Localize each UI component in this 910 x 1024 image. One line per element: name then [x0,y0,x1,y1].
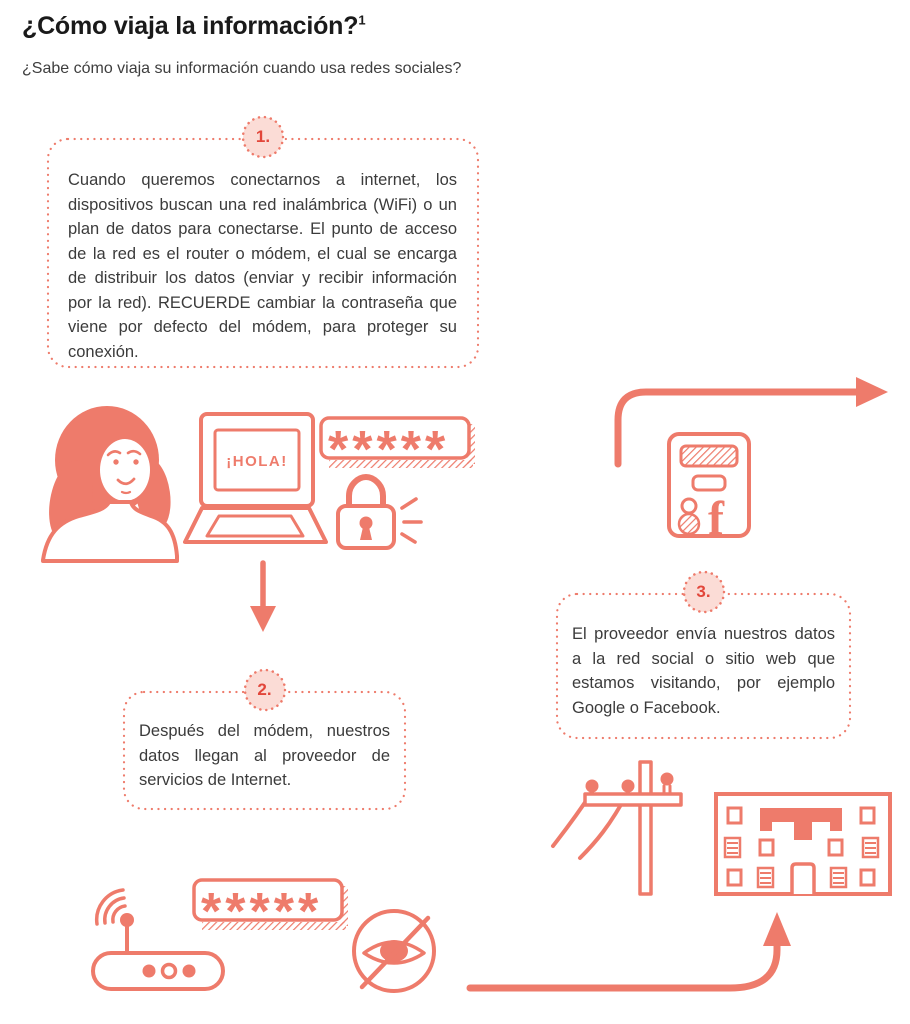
password-asterisks: ***** [201,883,323,934]
eye [133,459,138,464]
emphasis-line [402,534,415,542]
step-number: 3. [696,582,711,601]
hatched-banner [681,446,737,466]
facebook-f-logo: f [708,492,724,542]
password-asterisks: ***** [328,421,450,472]
page-title-text: ¿Cómo viaja la información? [22,12,359,40]
lock-icon [328,468,428,556]
step-number: 2. [257,680,272,699]
step-box-3 [555,582,852,740]
insulator [661,773,674,786]
page-subtitle: ¿Sabe cómo viaja su información cuando usa redes sociales? [22,60,462,77]
page-title [22,12,365,41]
router-led [183,965,196,978]
router-led [143,965,156,978]
step-box-2 [122,680,407,811]
step-badge-3 [681,569,727,615]
eye [113,459,118,464]
step-text-3: El proveedor envía nuestros datos a la red social o sitio web que estamos visitando, por ejemplo Google o Facebook. [572,625,835,717]
step-text-2: Después del módem, nuestros datos llegan al proveedor de servicios de Internet. [139,722,390,790]
facebook-phone-icon [663,430,758,542]
emphasis-line [402,499,416,508]
footnote-marker: 1 [358,12,366,28]
step-badge-1 [240,114,286,160]
router-led [163,965,176,978]
laptop-icon [183,410,328,550]
password-field-icon [315,410,480,472]
hidden-eye-icon [348,905,443,1000]
insulator [586,780,599,793]
laptop-screen-text: ¡HOLA! [226,453,288,470]
password-field-icon-2 [188,872,353,934]
building-icon [712,786,894,902]
door [792,864,814,894]
utility-pole-icon [545,758,695,903]
step-badge-2 [242,667,288,713]
chin-line [122,492,130,493]
step-number: 1. [255,127,271,146]
curved-arrow-up-icon [458,898,803,1000]
step-text-1: Cuando queremos conectarnos a internet, los dispositivos buscan una red inalámbrica (WiFi) o un plan de datos para conectarse. El punto de acceso de la red es el router o módem, el cual se encarga de distribuir los datos (enviar y recibir información por la red). RECUERDE cambiar la contraseña que viene por defecto del módem, para proteger su conexión. [68,171,457,362]
down-arrow-icon [248,560,278,635]
face [100,439,150,501]
insulator [622,780,635,793]
woman-avatar [35,398,180,563]
step-box-1 [46,127,480,369]
hatched-avatar [679,514,699,534]
